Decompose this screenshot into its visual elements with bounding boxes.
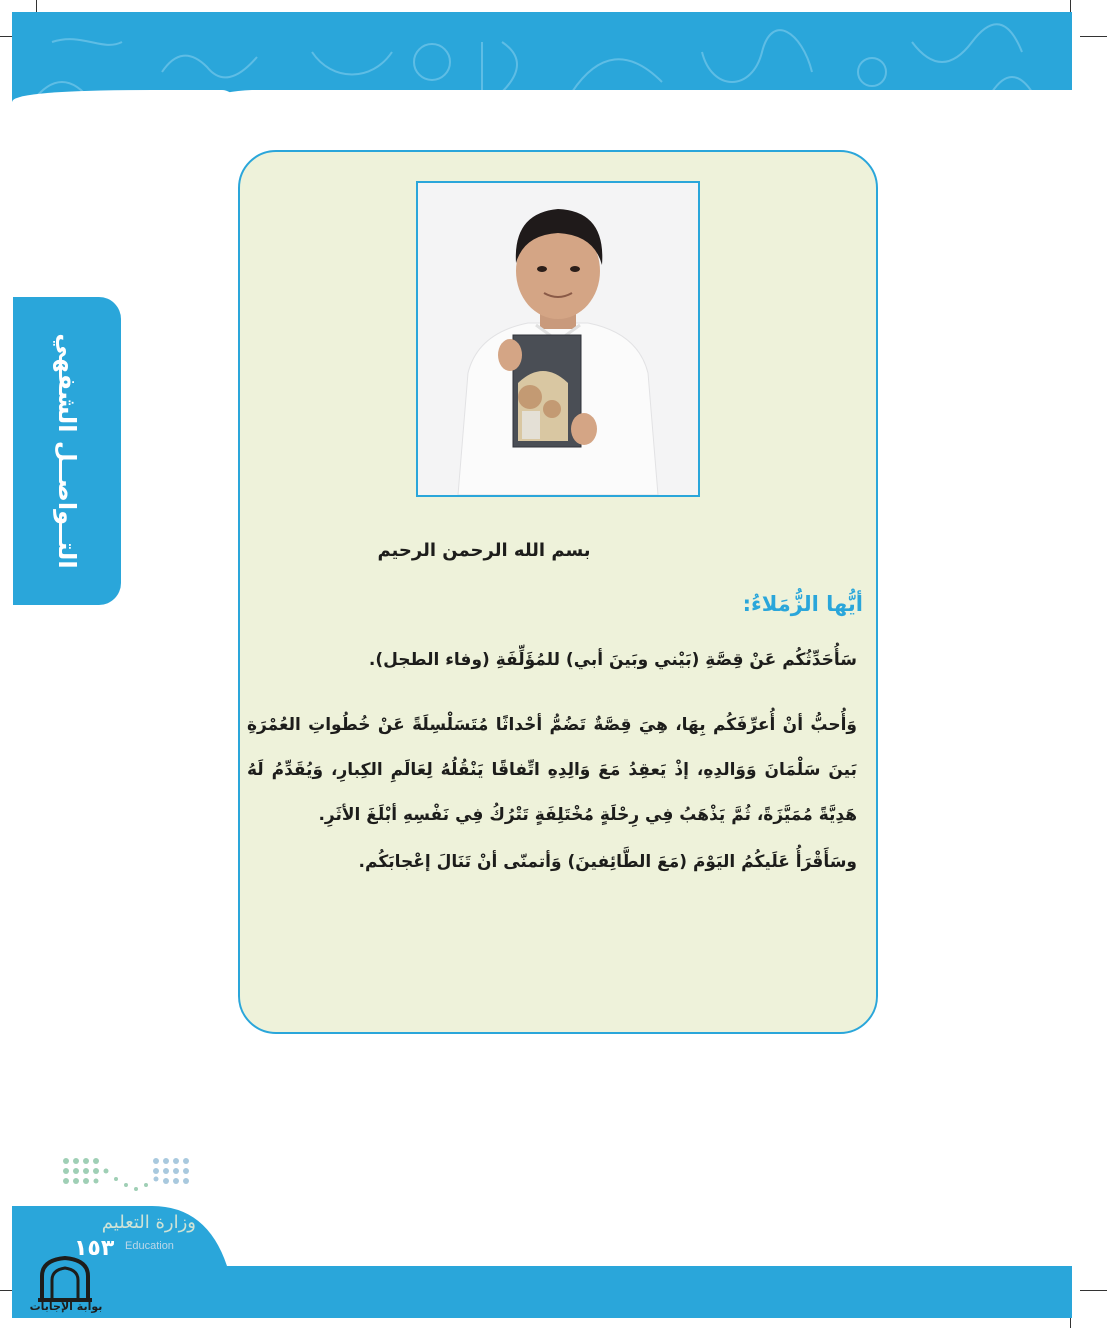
paragraph-intro: سَأُحَدِّثُكُم عَنْ قِصَّةِ (بَيْني وبَينَ أبي) للمُؤَلِّفَةِ (وفاء الطجل). xyxy=(368,650,857,670)
crop-mark xyxy=(1080,36,1107,37)
student-photo xyxy=(416,181,700,497)
paragraph-story-summary: وَأُحبُّ أنْ أُعرِّفَكُم بِهَا، هِيَ قِصَّةٌ تَضُمُّ أحْداثًا مُتَسَلْسِلَةً عَنْ خُطُواتِ العُمْرَةِ بَينَ سَلْمَانَ وَوَالدِهِ، إذْ يَعقِدُ مَعَ وَالِدِهِ اتِّفاقًا يَنْقُلُهُ لِعَالَمِ الكِبارِ، وَيُقَدِّمُ لَهُ هَدِيَّةً مُمَيَّزَةً، ثُمَّ يَذْهَبُ فِي رِحْلَةٍ مُخْتَلِفَةٍ تَتْرُكُ فِي نَفْسِهِ أبْلَغَ الأثَرِ. xyxy=(247,715,857,825)
basmala: بسم الله الرحمن الرحيم xyxy=(377,540,591,561)
ministry-logo-text: وزارة التعليم xyxy=(101,1212,196,1233)
ministry-logo-icon xyxy=(60,1155,200,1201)
greeting-heading: أيُّها الزُّمَلاءُ: xyxy=(742,592,863,616)
ministry-logo-subtext: Education xyxy=(125,1240,174,1252)
paragraph-closing: وسَأَقْرَأُ عَلَيكُمُ اليَوْمَ (مَعَ الطَّائِفينَ) وَأتمنّى أنْ تَنَالَ إعْجابَكُم. xyxy=(358,852,857,872)
calligraphy-pattern xyxy=(12,12,1072,146)
answers-portal-label: بوابة الإجابات xyxy=(29,1300,103,1313)
page-number: ١٥٣ xyxy=(74,1236,115,1261)
crop-mark xyxy=(1080,1290,1107,1291)
student-illustration xyxy=(418,183,698,495)
section-side-tab xyxy=(13,297,121,605)
side-tab-label: التــواصــل الشفهي xyxy=(53,333,81,569)
top-banner xyxy=(12,12,1072,146)
